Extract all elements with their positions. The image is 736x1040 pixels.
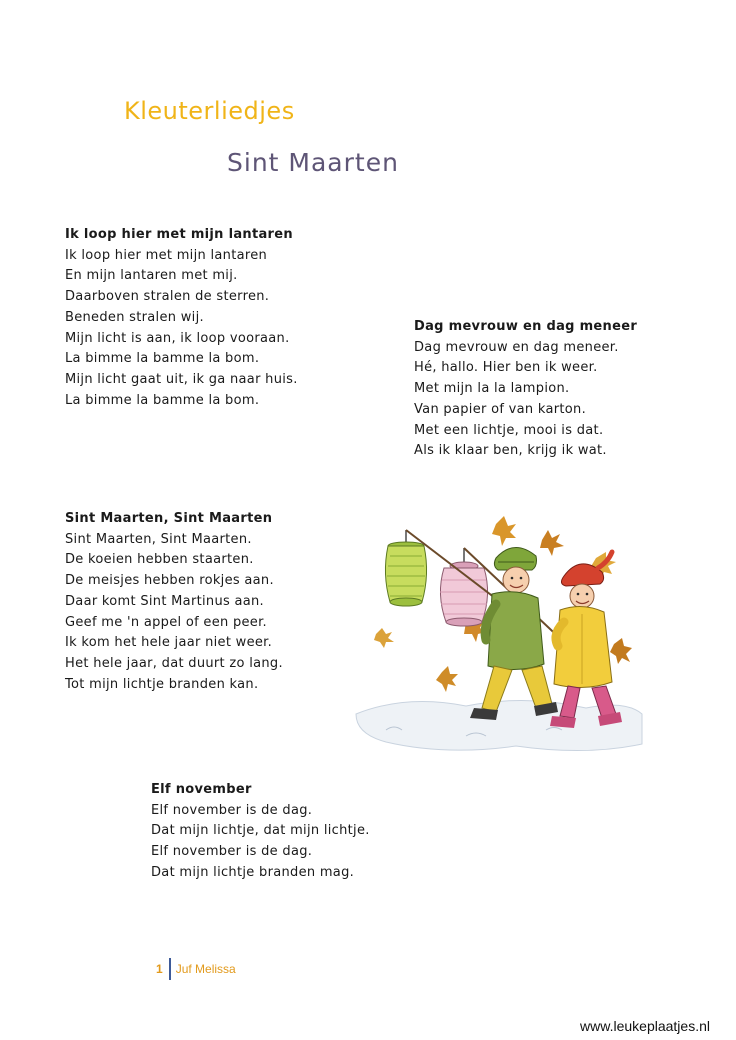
song-block [65, 225, 298, 411]
song-line: Elf november is de dag. [151, 802, 313, 818]
page-title: Sint Maarten [227, 148, 399, 177]
song-line: Met mijn la la lampion. [414, 381, 570, 397]
song-line: Sint Maarten, Sint Maarten. [65, 531, 252, 547]
song-block [414, 317, 637, 462]
footer-divider [169, 958, 171, 980]
song-line: De koeien hebben staarten. [65, 552, 254, 568]
song-line: Beneden stralen wij. [65, 309, 204, 325]
song-line: Geef me 'n appel of een peer. [65, 614, 267, 630]
song-line: De meisjes hebben rokjes aan. [65, 573, 274, 589]
children-with-lanterns-illustration [346, 494, 644, 766]
child-yellow-raincoat [550, 552, 622, 728]
song-line: Elf november is de dag. [151, 844, 313, 860]
song-line: Daar komt Sint Martinus aan. [65, 593, 264, 609]
song-line: Ik kom het hele jaar niet weer. [65, 635, 273, 651]
song-line: Dag mevrouw en dag meneer. [414, 339, 619, 355]
song-line: Het hele jaar, dat duurt zo lang. [65, 655, 283, 671]
page-number: 1 [156, 962, 163, 976]
song-line: La bimme la bamme la bom. [65, 351, 260, 367]
song-line: La bimme la bamme la bom. [65, 392, 260, 408]
song-line: Tot mijn lichtje branden kan. [65, 676, 259, 692]
song-line: Met een lichtje, mooi is dat. [414, 422, 604, 438]
song-line: En mijn lantaren met mij. [65, 268, 238, 284]
song-line: Hé, hallo. Hier ben ik weer. [414, 360, 598, 376]
site-url: www.leukeplaatjes.nl [580, 1018, 710, 1034]
song-title: Dag mevrouw en dag meneer [414, 319, 638, 334]
song-line: Mijn licht gaat uit, ik ga naar huis. [65, 371, 298, 387]
page-footer [156, 958, 236, 980]
song-line: Daarboven stralen de sterren. [65, 289, 270, 305]
song-block [151, 780, 370, 884]
song-line: Van papier of van karton. [414, 401, 587, 417]
song-title: Sint Maarten, Sint Maarten [65, 511, 273, 526]
song-title: Elf november [151, 782, 252, 797]
song-line: Ik loop hier met mijn lantaren [65, 247, 268, 263]
song-line: Dat mijn lichtje, dat mijn lichtje. [151, 823, 370, 839]
song-line: Dat mijn lichtje branden mag. [151, 864, 355, 880]
song-block [65, 509, 283, 695]
song-title: Ik loop hier met mijn lantaren [65, 227, 293, 242]
author-name: Juf Melissa [175, 962, 236, 976]
song-line: Als ik klaar ben, krijg ik wat. [414, 443, 607, 459]
song-line: Mijn licht is aan, ik loop vooraan. [65, 330, 290, 346]
page-category: Kleuterliedjes [124, 97, 295, 125]
